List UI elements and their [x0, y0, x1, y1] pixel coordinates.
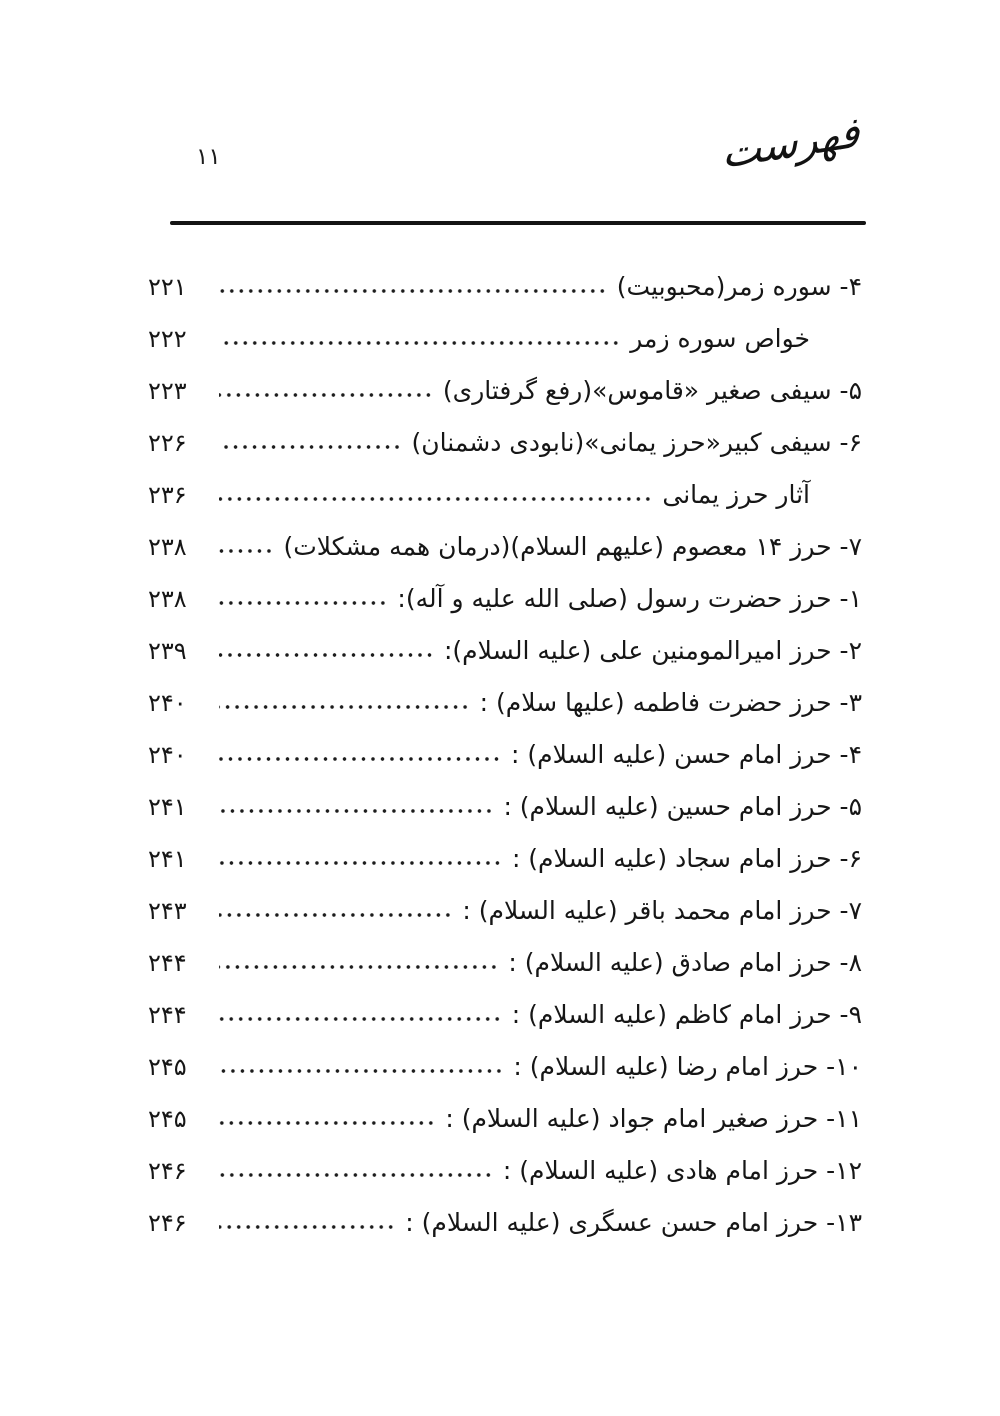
- toc-entry-title: ۲- حرز امیرالمومنین علی (علیه السلام):: [444, 636, 862, 665]
- dot-leader: [219, 1015, 503, 1023]
- dot-leader: [219, 1067, 504, 1075]
- toc-entry-page-number: ۲۴۰: [148, 741, 187, 769]
- page-number: ۱۱: [196, 144, 221, 170]
- toc-entry: [148, 896, 862, 948]
- toc-entry-title: ۷- حرز امام محمد باقر (علیه السلام) :: [462, 896, 862, 925]
- dot-leader: [219, 495, 653, 503]
- toc-entry: [148, 1208, 862, 1260]
- toc-entry: [148, 324, 862, 376]
- dot-leader: [219, 1119, 436, 1127]
- toc-entry-title: ۵- سیفی صغیر «قاموس»(رفع گرفتاری): [442, 376, 862, 405]
- dot-leader: [219, 1171, 494, 1179]
- dot-leader: [219, 911, 453, 919]
- toc-entry-title: ۱۲- حرز امام هادی (علیه السلام) :: [502, 1156, 862, 1185]
- toc-entry: [148, 792, 862, 844]
- toc-entry-page-number: ۲۴۳: [148, 897, 187, 925]
- dot-leader: [219, 391, 434, 399]
- toc-entry: [148, 1000, 862, 1052]
- toc-entry: [148, 428, 862, 480]
- toc-entry: [148, 1156, 862, 1208]
- toc-entry-page-number: ۲۲۶: [148, 429, 187, 457]
- toc-entry-page-number: ۲۴۶: [148, 1157, 187, 1185]
- toc-entry-title: ۶- سیفی کبیر«حرز یمانی»(نابودی دشمنان): [411, 428, 862, 457]
- toc-entry-page-number: ۲۴۶: [148, 1209, 187, 1237]
- toc-entry-title: ۹- حرز امام کاظم (علیه السلام) :: [511, 1000, 862, 1029]
- toc-entry-title: ۵- حرز امام حسین (علیه السلام) :: [503, 792, 862, 821]
- dot-leader: [219, 599, 388, 607]
- dot-leader: [219, 703, 471, 711]
- toc-entry-page-number: ۲۳۸: [148, 585, 187, 613]
- toc-entry: [148, 740, 862, 792]
- dot-leader: [219, 859, 503, 867]
- toc-entry-page-number: ۲۴۱: [148, 793, 187, 821]
- toc-entry-page-number: ۲۲۱: [148, 273, 187, 301]
- dot-leader: [219, 963, 499, 971]
- toc-entry: [148, 1104, 862, 1156]
- page-title: فهرست: [720, 107, 861, 178]
- toc-entry-page-number: ۲۲۲: [148, 325, 187, 353]
- dot-leader: [219, 287, 608, 295]
- toc-entry: [148, 584, 862, 636]
- toc-entry-page-number: ۲۳۸: [148, 533, 187, 561]
- toc-entry-title: ۳- حرز حضرت فاطمه (علیها سلام) :: [479, 688, 862, 717]
- toc-entry-title: ۱۱- حرز صغیر امام جواد (علیه السلام) :: [445, 1104, 862, 1133]
- toc-entry: [148, 480, 862, 532]
- toc-entry-page-number: ۲۳۶: [148, 481, 187, 509]
- toc-entry-page-number: ۲۴۴: [148, 1001, 187, 1029]
- toc-list: [148, 272, 862, 1260]
- toc-entry-title: آثار حرز یمانی: [662, 480, 810, 509]
- toc-entry-page-number: ۲۴۰: [148, 689, 187, 717]
- toc-entry: [148, 532, 862, 584]
- toc-entry-title: ۴- حرز امام حسن (علیه السلام) :: [510, 740, 862, 769]
- toc-entry: [148, 948, 862, 1000]
- toc-entry-page-number: ۲۴۴: [148, 949, 187, 977]
- toc-entry-title: ۱- حرز حضرت رسول (صلی الله علیه و آله):: [397, 584, 862, 613]
- dot-leader: [219, 339, 621, 347]
- toc-entry: [148, 376, 862, 428]
- toc-entry: [148, 1052, 862, 1104]
- toc-entry-title: ۴- سوره زمر(محبوبیت): [616, 272, 862, 301]
- dot-leader: [219, 807, 494, 815]
- toc-entry-page-number: ۲۲۳: [148, 377, 187, 405]
- toc-entry: [148, 688, 862, 740]
- toc-entry: [148, 272, 862, 324]
- toc-entry-title: ۷- حرز ۱۴ معصوم (علیهم السلام)(درمان همه مشکلات): [283, 532, 862, 561]
- dot-leader: [219, 547, 274, 555]
- toc-entry: [148, 844, 862, 896]
- header-rule: [170, 221, 866, 225]
- toc-entry-title: ۶- حرز امام سجاد (علیه السلام) :: [511, 844, 862, 873]
- toc-entry-title: ۱۰- حرز امام رضا (علیه السلام) :: [513, 1052, 862, 1081]
- toc-entry: [148, 636, 862, 688]
- toc-entry-title: خواص سوره زمر: [630, 324, 810, 353]
- toc-entry-page-number: ۲۴۱: [148, 845, 187, 873]
- dot-leader: [219, 651, 435, 659]
- dot-leader: [219, 1223, 396, 1231]
- toc-entry-page-number: ۲۴۵: [148, 1105, 187, 1133]
- toc-entry-page-number: ۲۳۹: [148, 637, 187, 665]
- toc-entry-title: ۱۳- حرز امام حسن عسگری (علیه السلام) :: [405, 1208, 862, 1237]
- toc-entry-title: ۸- حرز امام صادق (علیه السلام) :: [508, 948, 862, 977]
- dot-leader: [219, 443, 403, 451]
- toc-entry-page-number: ۲۴۵: [148, 1053, 187, 1081]
- dot-leader: [219, 755, 502, 763]
